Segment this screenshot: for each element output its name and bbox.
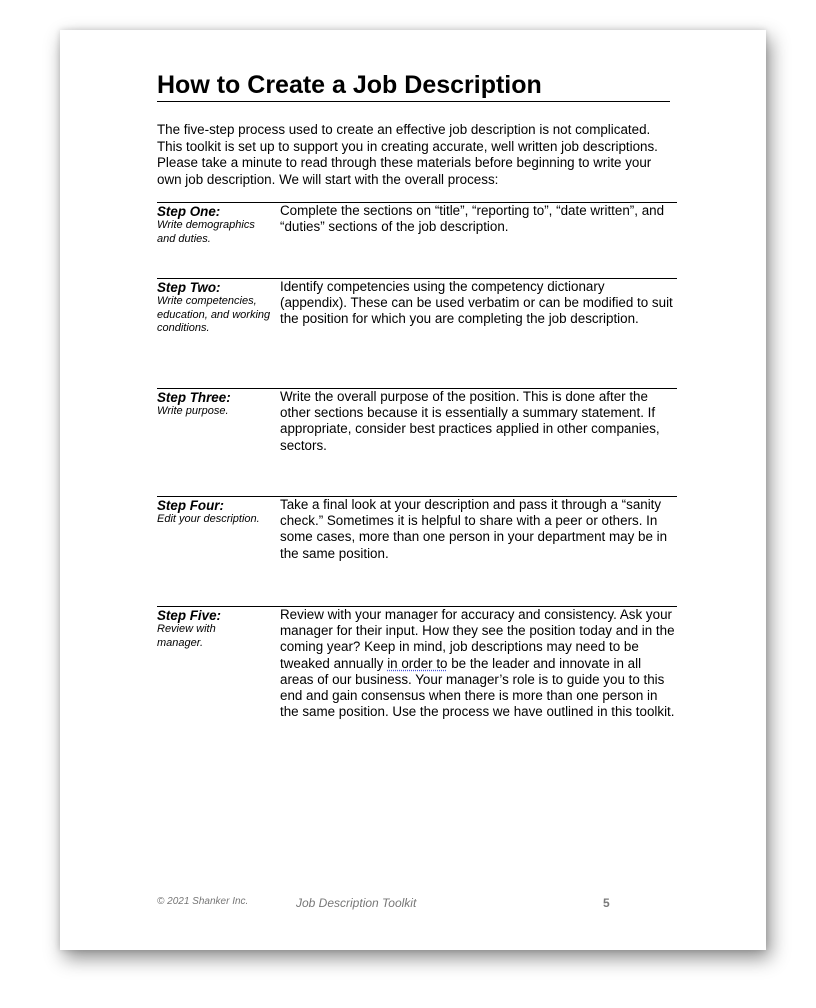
step-name: Step Two: (157, 280, 221, 295)
description-text: be the leader and innovate in all areas of our business. Your manager’s role is to guide you to this end and gain consensus when there is more than one person in the same position. Use the process we have outlined in this toolkit. (280, 655, 675, 720)
step-subtitle: Write demographics and duties. (157, 219, 255, 245)
grammar-flagged-phrase: in order to (387, 655, 448, 671)
step-name: Step Four: (157, 498, 224, 513)
step-subtitle: Write purpose. (157, 405, 229, 417)
step-subtitle: Write competencies, education, and working conditions. (157, 295, 271, 334)
step-description: Take a final look at your description and pass it through a “sanity check.” Sometimes it is helpful to share with a peer or others. In some cases, more than one person in your department may be in the same position. (280, 497, 668, 561)
footer-document-title: Job Description Toolkit (296, 896, 417, 910)
step-label (157, 390, 275, 419)
step-label (157, 204, 275, 246)
step-subtitle: Edit your description. (157, 513, 260, 525)
footer-copyright: © 2021 Shanker Inc. (157, 896, 249, 907)
step-row-two (157, 278, 677, 389)
step-name: Step Three: (157, 390, 231, 405)
step-description: Identify competencies using the competency dictionary (appendix). These can be used verbatim or can be modified to suit the position for which you are completing the job description. (280, 279, 673, 327)
step-row-one (157, 202, 677, 279)
step-subtitle: Review with manager. (157, 623, 216, 649)
step-name: Step One: (157, 204, 221, 219)
step-label (157, 280, 275, 336)
step-row-five (157, 606, 677, 757)
document-page (60, 30, 766, 950)
step-row-four (157, 496, 677, 607)
step-row-three (157, 388, 677, 497)
step-label (157, 498, 275, 527)
page-number: 5 (603, 896, 610, 910)
description-text: Review with your manager for accuracy and consistency. Ask your manager for their input. How they see the position today and in the coming year? Keep in mind, job descriptions may need to be tweaked annually (280, 607, 675, 671)
page-title: How to Create a Job Description (157, 70, 670, 102)
intro-paragraph: The five-step process used to create an effective job description is not complicated. This toolkit is set up to support you in creating accurate, well written job descriptions. Please take a minute to read through these materials before beginning to write your own job description. We will start with the overall process: (157, 122, 658, 187)
step-label (157, 608, 275, 650)
step-name: Step Five: (157, 608, 221, 623)
step-description (280, 607, 675, 720)
step-description: Complete the sections on “title”, “reporting to”, “date written”, and “duties” sections of the job description. (280, 203, 665, 235)
step-description: Write the overall purpose of the position. This is done after the other sections because it is essentially a summary statement. If appropriate, consider best practices applied in other companies, sectors. (280, 389, 660, 453)
